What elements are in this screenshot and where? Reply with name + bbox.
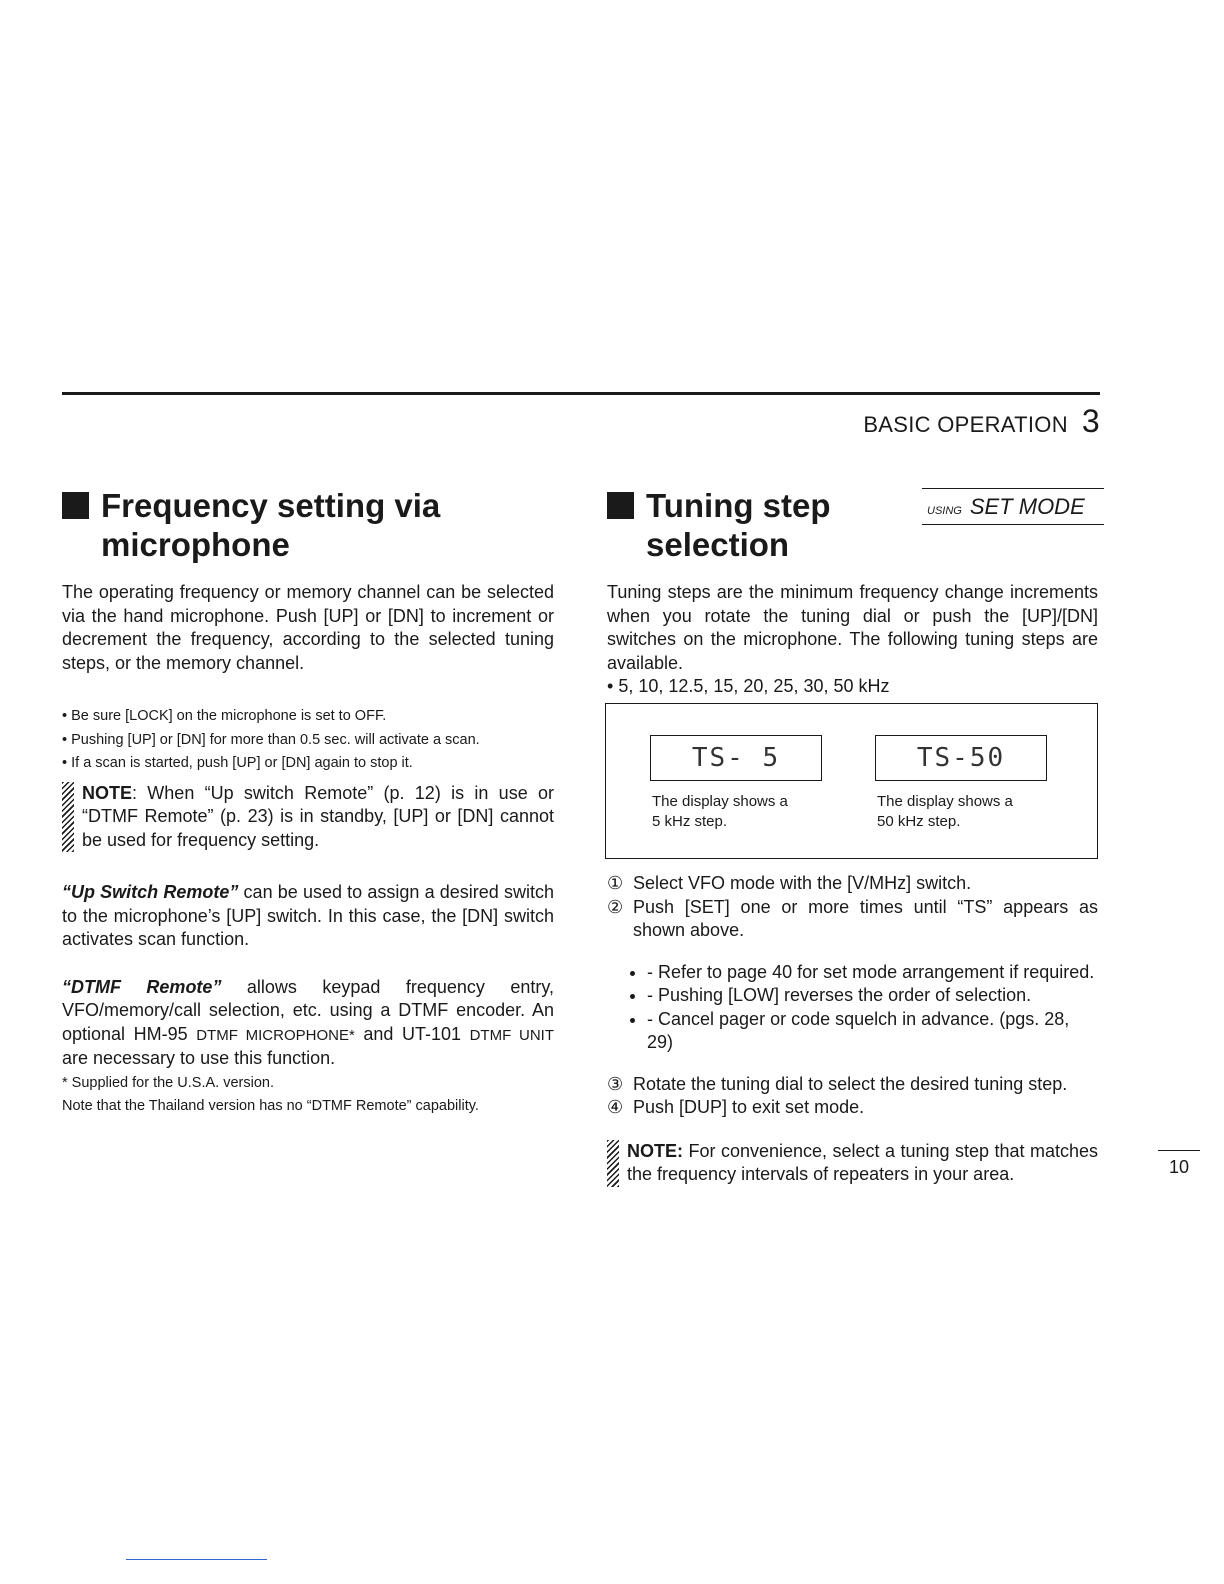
bullet-list <box>62 705 554 776</box>
heading-line-1: Tuning step <box>646 487 831 524</box>
caption-line: 50 kHz step. <box>877 813 961 830</box>
up-remote-text: can be used to assign a desired switch to the microphone’s [UP] switch. In this case, the [DN] switch activates scan function. <box>62 882 554 949</box>
lcd-display-5khz: TS- 5 <box>650 735 822 781</box>
caption-line: The display shows a <box>652 793 788 810</box>
section-title: BASIC OPERATION <box>863 412 1068 437</box>
step-values: • 5, 10, 12.5, 15, 20, 25, 30, 50 kHz <box>607 676 890 696</box>
heading-line-1: Frequency setting via <box>101 487 441 524</box>
heading-square-icon <box>62 492 89 519</box>
intro-paragraph: Tuning steps are the minimum frequency change increments when you rotate the tuning dial or push the [UP]/[DN] switches on the microphone. The following tuning steps are available. <box>607 582 1098 673</box>
note-hatch-icon <box>62 782 74 853</box>
bullet-item: • If a scan is started, push [UP] or [DN] again to stop it. <box>62 752 554 776</box>
display-examples-box <box>605 703 1098 859</box>
step-number: ④ <box>607 1097 624 1117</box>
procedure-list-cont <box>607 1073 1098 1120</box>
heading-line-2: microphone <box>101 526 290 563</box>
note-label: NOTE <box>82 782 133 803</box>
note-text: : When “Up switch Remote” (p. 12) is in use or “DTMF Remote” (p. 23) is in standby, [UP] or [DN] cannot be used for frequency setting. <box>82 782 554 850</box>
up-remote-term: “Up Switch Remote” <box>62 882 239 902</box>
procedure-block <box>607 872 1098 1187</box>
note-text: For convenience, select a tuning step that matches the frequency intervals of repeaters in your area. <box>627 1140 1098 1184</box>
lcd-caption-5khz <box>652 792 788 832</box>
dtmf-term: “DTMF Remote” <box>62 976 222 997</box>
using-label: USING <box>927 505 962 517</box>
page-header <box>863 403 1100 440</box>
set-mode-label: SET MODE <box>969 494 1085 519</box>
page-number: 10 <box>1158 1150 1200 1178</box>
bullet-item: • Be sure [LOCK] on the microphone is set to OFF. <box>62 705 554 729</box>
dtmf-text: allows keypad frequency entry, VFO/memory/call selection, etc. using a DTMF encoder. An optional HM-95 <box>62 976 555 1044</box>
step-number: ② <box>607 896 624 917</box>
dtmf-unit: DTMF UNIT <box>469 1026 554 1044</box>
thailand-note: Note that the Thailand version has no “DTMF Remote” capability. <box>62 1098 479 1114</box>
caption-line: The display shows a <box>877 793 1013 810</box>
left-column <box>62 486 554 1119</box>
step-number: ③ <box>607 1073 624 1094</box>
dtmf-microphone: DTMF MICROPHONE* <box>196 1026 355 1044</box>
note-block <box>62 782 554 853</box>
set-mode-tag <box>922 488 1104 525</box>
top-rule <box>62 392 1100 395</box>
step-text: Push [SET] one or more times until “TS” appears as shown above. <box>633 896 1098 940</box>
sub-note: • - Pushing [LOW] reverses the order of selection. <box>647 984 1098 1008</box>
lcd-caption-50khz <box>877 792 1013 832</box>
note-label: NOTE: <box>627 1140 683 1161</box>
step-text: Select VFO mode with the [V/MHz] switch. <box>633 873 972 893</box>
step-text: Push [DUP] to exit set mode. <box>633 1097 865 1117</box>
caption-line: 5 kHz step. <box>652 813 728 830</box>
step-values-text: 5, 10, 12.5, 15, 20, 25, 30, 50 kHz <box>618 676 890 696</box>
procedure-step <box>607 896 1098 943</box>
dtmf-text: are necessary to use this function. <box>62 1048 336 1068</box>
lcd-display-50khz: TS-50 <box>875 735 1047 781</box>
chapter-number: 3 <box>1081 403 1100 439</box>
heading-line-2: selection <box>646 526 790 563</box>
procedure-step <box>607 872 1098 896</box>
note-hatch-icon <box>607 1140 619 1187</box>
bottom-blue-rule <box>126 1559 267 1560</box>
heading-square-icon <box>607 492 634 519</box>
procedure-list <box>607 872 1098 943</box>
step-text: Rotate the tuning dial to select the desired tuning step. <box>633 1073 1068 1094</box>
dtmf-text: and UT-101 <box>354 1023 470 1044</box>
procedure-step <box>607 1073 1098 1097</box>
bullet-item: • Pushing [UP] or [DN] for more than 0.5 sec. will activate a scan. <box>62 729 554 753</box>
sub-note: • - Refer to page 40 for set mode arrangement if required. <box>647 961 1098 985</box>
up-remote-paragraph <box>62 881 554 952</box>
sub-notes <box>607 961 1098 1055</box>
heading-frequency-setting <box>62 486 554 564</box>
intro-paragraph: The operating frequency or memory channel can be selected via the hand microphone. Push [UP] or [DN] to increment or decrement the frequency, according to the selected tuning steps, or the memory channel. <box>62 582 554 673</box>
footnote: * Supplied for the U.S.A. version. <box>62 1074 274 1091</box>
dtmf-paragraph <box>62 976 554 1071</box>
procedure-step <box>607 1096 1098 1120</box>
sub-note: • - Cancel pager or code squelch in advance. (pgs. 28, 29) <box>647 1008 1098 1055</box>
step-number: ① <box>607 873 624 893</box>
note-block <box>607 1140 1098 1187</box>
